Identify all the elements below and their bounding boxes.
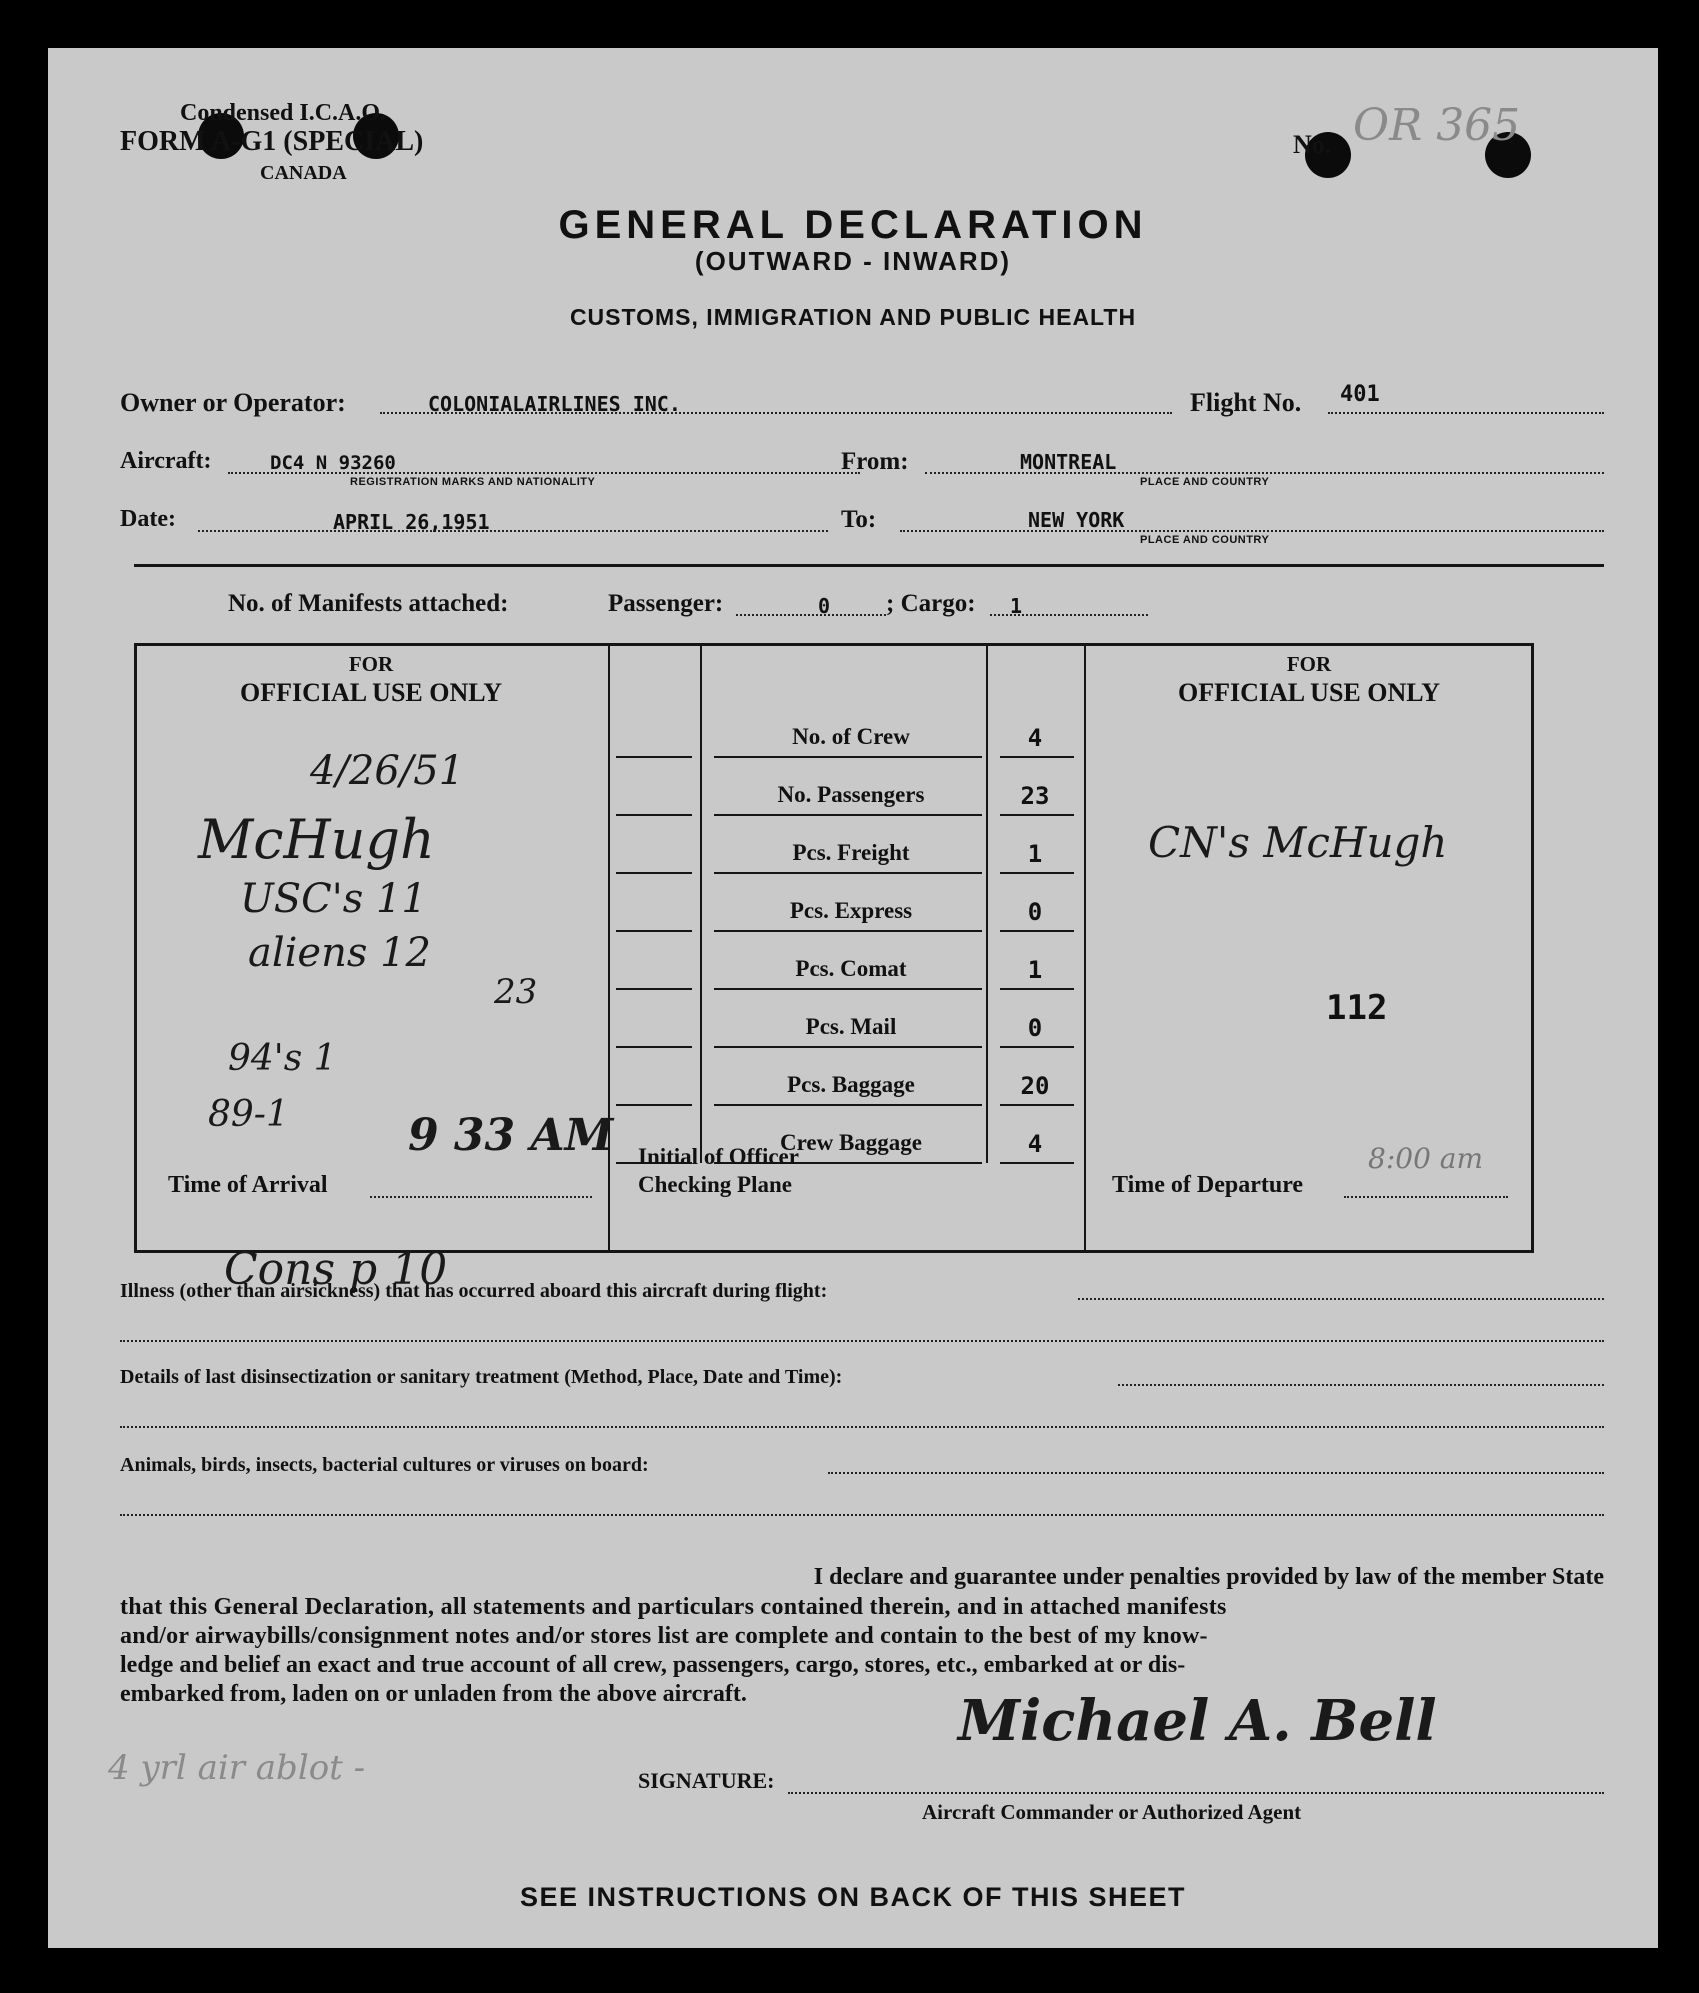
from-value: MONTREAL [1020, 450, 1117, 474]
row-rule [714, 1046, 982, 1048]
table-divider-2 [700, 643, 702, 1163]
left-official-only: OFFICIAL USE ONLY [240, 678, 502, 707]
form-line-2: FORM A-G1 (SPECIAL) [120, 126, 424, 157]
declaration-form [48, 48, 1658, 1948]
table-divider-3 [986, 643, 988, 1163]
signature-value: Michael A. Bell [958, 1688, 1437, 1754]
row-value: 0 [1027, 1014, 1043, 1042]
form-line-1: Condensed I.C.A.O. [180, 100, 387, 126]
aircraft-label: Aircraft: [120, 448, 212, 474]
cargo-value: 1 [1010, 594, 1023, 618]
right-official-stamp: 112 [1326, 988, 1388, 1028]
registration-note: REGISTRATION MARKS AND NATIONALITY [350, 476, 596, 488]
page-title: GENERAL DECLARATION [558, 203, 1148, 247]
illness-dotted-line-2 [120, 1340, 1604, 1342]
row-label: Pcs. Mail [805, 1014, 897, 1039]
row-rule [714, 988, 982, 990]
passenger-label: Passenger: [608, 590, 724, 617]
flight-value: 401 [1340, 382, 1380, 407]
row-rule [1000, 1162, 1074, 1164]
disinsect-dotted-line [1118, 1384, 1604, 1386]
left-note-usc: USC's 11 [240, 876, 427, 922]
row-label: No. Passengers [777, 782, 925, 807]
cargo-label: ; Cargo: [886, 590, 976, 617]
footer-instructions: SEE INSTRUCTIONS ON BACK OF THIS SHEET [519, 1882, 1187, 1912]
date-dotted-line [198, 530, 828, 532]
initial-label-1: Initial of Officer [638, 1144, 799, 1169]
right-official-for: FOR [1286, 652, 1332, 676]
row-rule [714, 1104, 982, 1106]
departure-value: 8:00 am [1368, 1142, 1484, 1175]
to-dotted-line [900, 530, 1604, 532]
row-rule [1000, 988, 1074, 990]
row-value: 23 [1020, 782, 1050, 810]
row-value: 0 [1027, 898, 1043, 926]
row-rule [714, 814, 982, 816]
number-label: No. [1293, 130, 1332, 159]
row-label: Crew Baggage [779, 1130, 923, 1155]
table-divider-4 [1084, 643, 1086, 1253]
to-value: NEW YORK [1028, 508, 1125, 532]
from-place-note: PLACE AND COUNTRY [1140, 476, 1270, 488]
owner-label: Owner or Operator: [120, 388, 346, 417]
row-rule [1000, 930, 1074, 932]
row-label: Pcs. Baggage [787, 1072, 915, 1097]
row-value: 1 [1027, 840, 1043, 868]
row-label: Pcs. Comat [795, 956, 907, 981]
illness-label: Illness (other than airsickness) that has occurred aboard this aircraft during flight: [120, 1280, 828, 1302]
row-rule [1000, 814, 1074, 816]
left-official-for: FOR [348, 652, 394, 676]
row-rule [714, 930, 982, 932]
arrival-dotted-line [370, 1196, 592, 1198]
statement-line-5: embarked from, laden on or unladen from the above aircraft. [120, 1681, 747, 1707]
arrival-value: 9 33 AM [408, 1110, 614, 1161]
row-label: Pcs. Express [789, 898, 913, 923]
illness-dotted-line [1078, 1298, 1604, 1300]
left-note-total: 23 [494, 972, 538, 1012]
date-value: APRIL 26,1951 [333, 510, 490, 534]
from-label: From: [841, 448, 909, 475]
date-label: Date: [120, 506, 176, 532]
table-right-border [1531, 643, 1534, 1253]
disinsect-dotted-line-2 [120, 1426, 1604, 1428]
statement-line-2: that this General Declaration, all statements and particulars contained therein, and in attached manifests [120, 1594, 1227, 1620]
row-label: No. of Crew [792, 724, 910, 749]
form-country: CANADA [260, 162, 347, 184]
page-subheading: CUSTOMS, IMMIGRATION AND PUBLIC HEALTH [569, 304, 1137, 330]
right-official-note: CN's McHugh [1148, 818, 1448, 867]
left-note-2: 89-1 [208, 1094, 289, 1135]
row-rule [1000, 872, 1074, 874]
header-divider [134, 564, 1604, 567]
aircraft-value: DC4 N 93260 [270, 452, 396, 474]
row-rule [616, 1104, 692, 1106]
statement-line-1: I declare and guarantee under penalties provided by law of the member State [813, 1564, 1604, 1590]
row-rule [1000, 756, 1074, 758]
row-rule [1000, 1046, 1074, 1048]
statement-line-3: and/or airwaybills/consignment notes and/or stores list are complete and contain to the best of my know- [120, 1623, 1208, 1649]
departure-label: Time of Departure [1112, 1172, 1304, 1198]
row-rule [714, 756, 982, 758]
left-note-date: 4/26/51 [310, 748, 465, 794]
departure-dotted-line [1344, 1196, 1508, 1198]
stamp-note: Cons p 10 [224, 1244, 448, 1295]
left-note-1: 94's 1 [228, 1038, 337, 1079]
animals-dotted-line-2 [120, 1514, 1604, 1516]
arrival-label: Time of Arrival [168, 1172, 328, 1198]
flight-dotted-line [1328, 412, 1604, 414]
flight-label: Flight No. [1190, 388, 1302, 417]
to-label: To: [841, 506, 877, 533]
row-value: 4 [1027, 724, 1043, 752]
row-rule [616, 872, 692, 874]
manifests-label: No. of Manifests attached: [228, 590, 509, 617]
initial-label-2: Checking Plane [638, 1172, 792, 1197]
row-value: 20 [1020, 1072, 1050, 1100]
signature-dotted-line [788, 1792, 1604, 1794]
right-official-only: OFFICIAL USE ONLY [1178, 678, 1440, 707]
left-note-aliens: aliens 12 [248, 930, 432, 976]
row-rule [714, 872, 982, 874]
owner-value: COLONIALAIRLINES INC. [428, 392, 681, 416]
signature-label: SIGNATURE: [638, 1768, 775, 1793]
to-place-note: PLACE AND COUNTRY [1140, 534, 1270, 546]
page-subtitle: (OUTWARD - INWARD) [694, 246, 1012, 276]
disinsect-label: Details of last disinsectization or sanitary treatment (Method, Place, Date and Time): [120, 1366, 843, 1388]
table-left-border [134, 643, 137, 1253]
passenger-dotted-line [736, 614, 886, 616]
left-note-name: McHugh [198, 808, 435, 871]
animals-dotted-line [828, 1472, 1604, 1474]
table-divider-1 [608, 643, 610, 1253]
row-rule [616, 1046, 692, 1048]
row-rule [616, 756, 692, 758]
row-rule [1000, 1104, 1074, 1106]
row-rule [616, 814, 692, 816]
animals-label: Animals, birds, insects, bacterial cultures or viruses on board: [120, 1454, 649, 1476]
row-label: Pcs. Freight [792, 840, 910, 865]
statement-line-4: ledge and belief an exact and true account of all crew, passengers, cargo, stores, etc., embarked at or dis- [120, 1652, 1186, 1678]
margin-note: 4 yrl air ablot - [108, 1748, 366, 1788]
row-value: 4 [1027, 1130, 1043, 1158]
row-value: 1 [1027, 956, 1043, 984]
table-top-border [134, 643, 1534, 646]
number-value: OR 365 [1353, 100, 1521, 151]
signature-role: Aircraft Commander or Authorized Agent [922, 1800, 1302, 1824]
row-rule [616, 988, 692, 990]
row-rule [616, 930, 692, 932]
passenger-value: 0 [818, 594, 831, 618]
